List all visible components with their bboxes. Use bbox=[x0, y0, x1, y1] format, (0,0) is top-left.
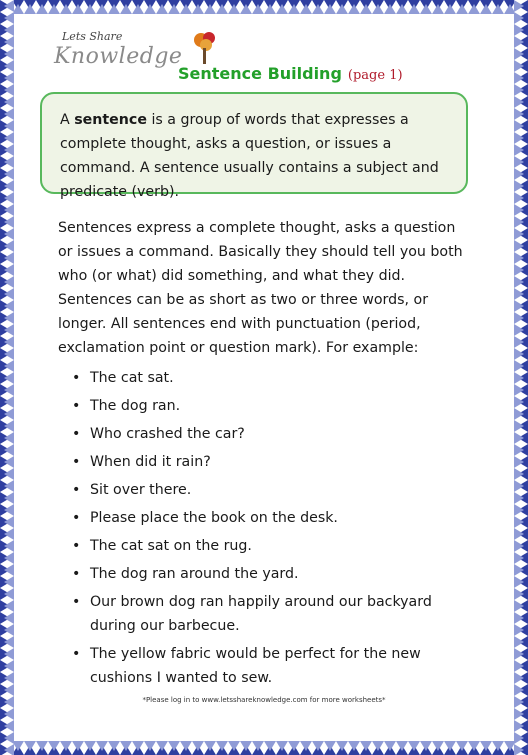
bullet-icon: • bbox=[72, 482, 81, 498]
intro-paragraph: Sentences express a complete thought, asks a question or issues a command. Basically they should tell you both who (or what) did something, and what they did. Sentences can be as short as two or three words, or longer. All sentences end with punctuation (period, exclamation point or question mark). For example: bbox=[58, 220, 463, 356]
bullet-icon: • bbox=[72, 426, 81, 442]
bullet-icon: • bbox=[72, 398, 81, 414]
bullet-icon: • bbox=[72, 370, 81, 386]
list-item-text: The dog ran around the yard. bbox=[90, 566, 299, 582]
border-left bbox=[0, 0, 14, 755]
list-item-text: Please place the book on the desk. bbox=[90, 510, 338, 526]
list-item bbox=[72, 394, 468, 418]
border-bottom bbox=[0, 741, 528, 755]
bullet-icon: • bbox=[72, 538, 81, 554]
bullet-icon: • bbox=[72, 566, 81, 582]
list-item bbox=[72, 642, 468, 690]
title-subtitle: (page 1) bbox=[347, 68, 403, 83]
bullet-icon: • bbox=[72, 646, 81, 662]
list-item-text: The cat sat. bbox=[90, 370, 174, 386]
border-right bbox=[514, 0, 528, 755]
list-item-text: Who crashed the car? bbox=[90, 426, 245, 442]
bullet-icon: • bbox=[72, 510, 81, 526]
list-item-text: The dog ran. bbox=[90, 398, 181, 414]
logo-main-text: Knowledge bbox=[54, 44, 183, 69]
list-item-text: Our brown dog ran happily around our backyard during our barbecue. bbox=[90, 594, 432, 634]
bullet-icon: • bbox=[72, 594, 81, 610]
list-item bbox=[72, 562, 468, 586]
list-item-text: The cat sat on the rug. bbox=[90, 538, 252, 554]
list-item bbox=[72, 506, 468, 530]
footer-note: *Please log in to www.letsshareknowledge.com for more worksheets* bbox=[142, 696, 386, 704]
list-item bbox=[72, 422, 468, 446]
list-item bbox=[72, 450, 468, 474]
list-item bbox=[72, 366, 468, 390]
list-item bbox=[72, 478, 468, 502]
definition-term: sentence bbox=[74, 112, 147, 128]
list-item bbox=[72, 590, 468, 638]
definition-body: is a group of words that expresses a complete thought, asks a question, or issues a command. A sentence usually contains a subject and predicate (verb). bbox=[60, 112, 439, 200]
bullet-icon: • bbox=[72, 454, 81, 470]
page-title bbox=[178, 64, 403, 83]
title-main: Sentence Building bbox=[178, 64, 342, 83]
definition-lead: A bbox=[60, 112, 70, 128]
definition-box bbox=[40, 92, 468, 200]
list-item-text: Sit over there. bbox=[90, 482, 192, 498]
list-item bbox=[72, 534, 468, 558]
list-item-text: When did it rain? bbox=[90, 454, 211, 470]
logo-top-text: Lets Share bbox=[62, 30, 123, 43]
example-list bbox=[72, 366, 468, 694]
border-top bbox=[0, 0, 528, 14]
list-item-text: The yellow fabric would be perfect for the new cushions I wanted to sew. bbox=[90, 646, 421, 686]
